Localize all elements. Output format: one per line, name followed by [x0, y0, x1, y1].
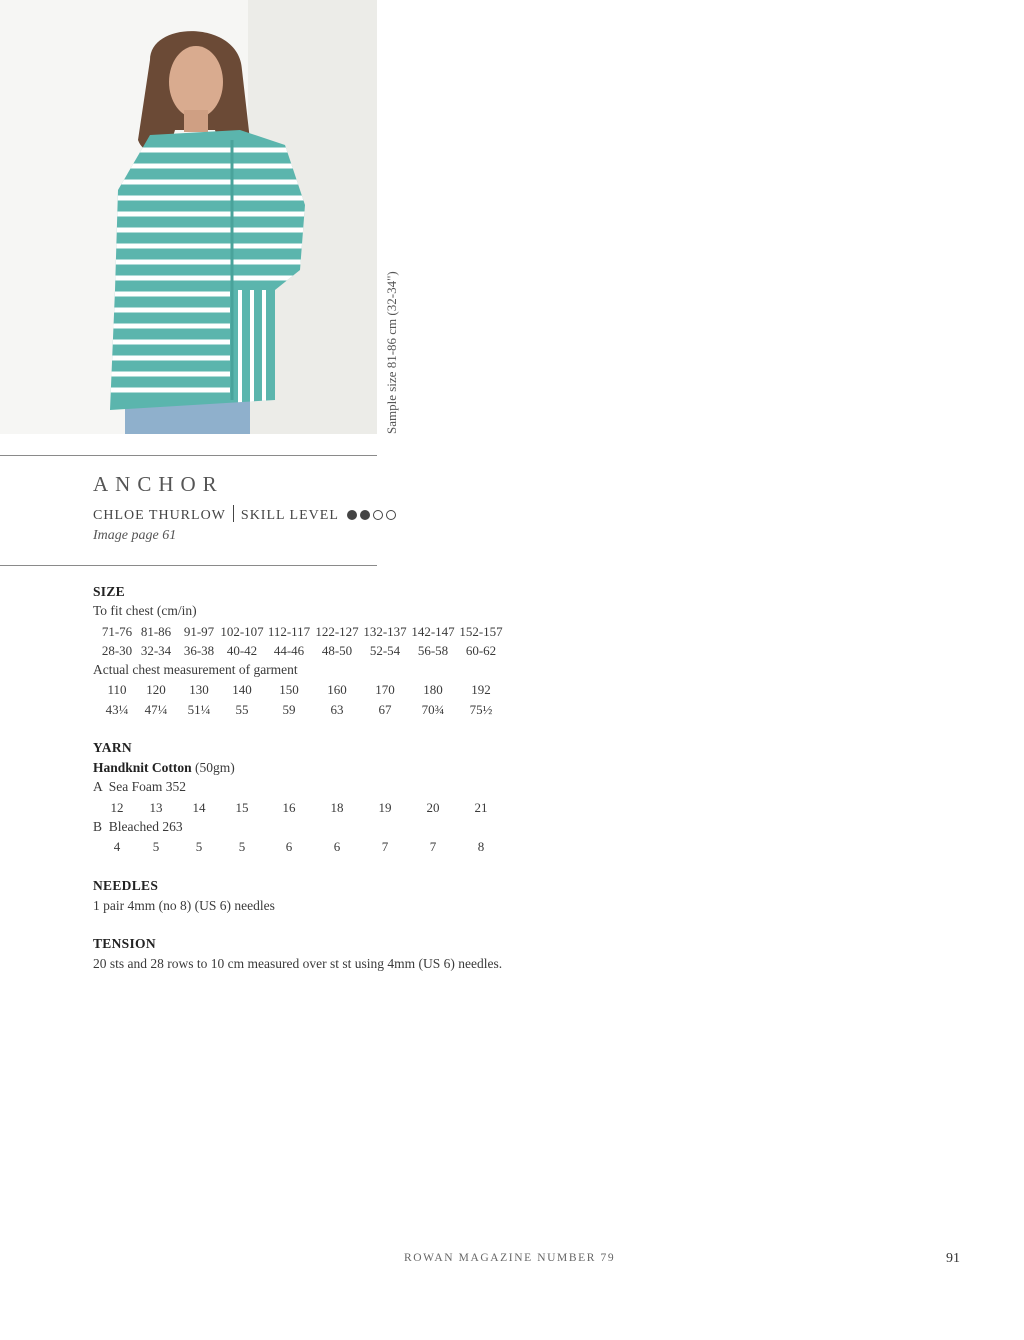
actual-cm-row	[93, 682, 513, 700]
table-cell: 71-76	[101, 624, 133, 639]
magazine-footer: ROWAN MAGAZINE NUMBER 79	[404, 1252, 616, 1264]
tension-heading: TENSION	[93, 936, 156, 951]
yarn-a-row	[93, 800, 513, 818]
needles-heading: NEEDLES	[93, 878, 159, 893]
table-cell: 122-127	[315, 624, 359, 639]
yarn-a-label: A Sea Foam 352	[93, 779, 186, 794]
table-cell: 170	[375, 682, 395, 697]
yarn-b-label: B Bleached 263	[93, 819, 183, 834]
table-cell: 160	[327, 682, 347, 697]
skill-dot-filled-icon	[347, 510, 357, 520]
table-cell: 150	[279, 682, 299, 697]
size-heading: SIZE	[93, 584, 125, 599]
table-cell: 130	[189, 682, 209, 697]
fit-in-row	[93, 643, 513, 661]
table-cell: 36-38	[183, 643, 215, 658]
table-cell: 20	[426, 800, 440, 815]
yarn-heading: YARN	[93, 740, 132, 755]
page-number: 91	[946, 1251, 960, 1266]
table-cell: 140	[232, 682, 252, 697]
actual-in-row	[93, 702, 513, 720]
skill-dot-filled-icon	[360, 510, 370, 520]
table-cell: 52-54	[369, 643, 401, 658]
table-cell: 19	[378, 800, 392, 815]
table-cell: 44-46	[273, 643, 305, 658]
table-cell: 40-42	[226, 643, 258, 658]
table-cell: 6	[333, 839, 341, 854]
yarn-name: Handknit Cotton	[93, 760, 192, 775]
table-cell: 21	[474, 800, 488, 815]
table-cell: 152-157	[459, 624, 503, 639]
table-cell: 55	[235, 702, 249, 717]
table-cell: 6	[285, 839, 293, 854]
table-cell: 47¼	[144, 702, 168, 717]
table-cell: 43¼	[105, 702, 129, 717]
image-page-reference: Image page 61	[93, 528, 177, 543]
table-cell: 13	[149, 800, 163, 815]
designer-name: CHLOE THURLOW	[93, 508, 226, 523]
table-cell: 180	[423, 682, 443, 697]
table-cell: 18	[330, 800, 344, 815]
byline	[93, 505, 399, 525]
table-cell: 60-62	[465, 643, 497, 658]
skill-label: SKILL LEVEL	[240, 508, 339, 523]
table-cell: 63	[330, 702, 344, 717]
table-cell: 12	[110, 800, 124, 815]
needles-text: 1 pair 4mm (no 8) (US 6) needles	[93, 898, 275, 913]
table-cell: 4	[113, 839, 121, 854]
table-cell: 28-30	[101, 643, 133, 658]
table-cell: 5	[152, 839, 160, 854]
table-cell: 48-50	[321, 643, 353, 658]
table-cell: 81-86	[140, 624, 172, 639]
table-cell: 14	[192, 800, 206, 815]
skill-level-dots	[347, 509, 399, 525]
table-cell: 8	[477, 839, 485, 854]
table-cell: 112-117	[267, 624, 311, 639]
yarn-name-line	[93, 760, 235, 776]
table-cell: 142-147	[411, 624, 455, 639]
fit-cm-row	[93, 624, 513, 642]
fit-chest-label: To fit chest (cm/in)	[93, 603, 197, 618]
yarn-weight: (50gm)	[191, 760, 235, 775]
table-cell: 16	[282, 800, 296, 815]
table-cell: 5	[238, 839, 246, 854]
table-cell: 120	[146, 682, 166, 697]
table-cell: 32-34	[140, 643, 172, 658]
table-cell: 7	[429, 839, 437, 854]
pattern-title: ANCHOR	[93, 472, 224, 496]
table-cell: 51¼	[187, 702, 211, 717]
divider-bottom	[0, 565, 377, 566]
table-cell: 75½	[469, 702, 493, 717]
table-cell: 132-137	[363, 624, 407, 639]
separator	[233, 505, 234, 522]
table-cell: 91-97	[183, 624, 215, 639]
table-cell: 102-107	[220, 624, 264, 639]
table-cell: 15	[235, 800, 249, 815]
table-cell: 67	[378, 702, 392, 717]
table-cell: 59	[282, 702, 296, 717]
table-cell: 110	[107, 682, 127, 697]
sample-size-caption: Sample size 81-86 cm (32-34")	[384, 271, 399, 434]
model-illustration	[0, 0, 377, 434]
actual-chest-label: Actual chest measurement of garment	[93, 662, 298, 677]
table-cell: 70¾	[421, 702, 445, 717]
tension-text: 20 sts and 28 rows to 10 cm measured over st st using 4mm (US 6) needles.	[93, 956, 503, 971]
skill-dot-empty-icon	[373, 510, 383, 520]
divider-top	[0, 455, 377, 456]
table-cell: 7	[381, 839, 389, 854]
table-cell: 5	[195, 839, 203, 854]
skill-dot-empty-icon	[386, 510, 396, 520]
table-cell: 192	[471, 682, 491, 697]
yarn-b-row	[93, 839, 513, 857]
garment-photo	[0, 0, 377, 434]
table-cell: 56-58	[417, 643, 449, 658]
